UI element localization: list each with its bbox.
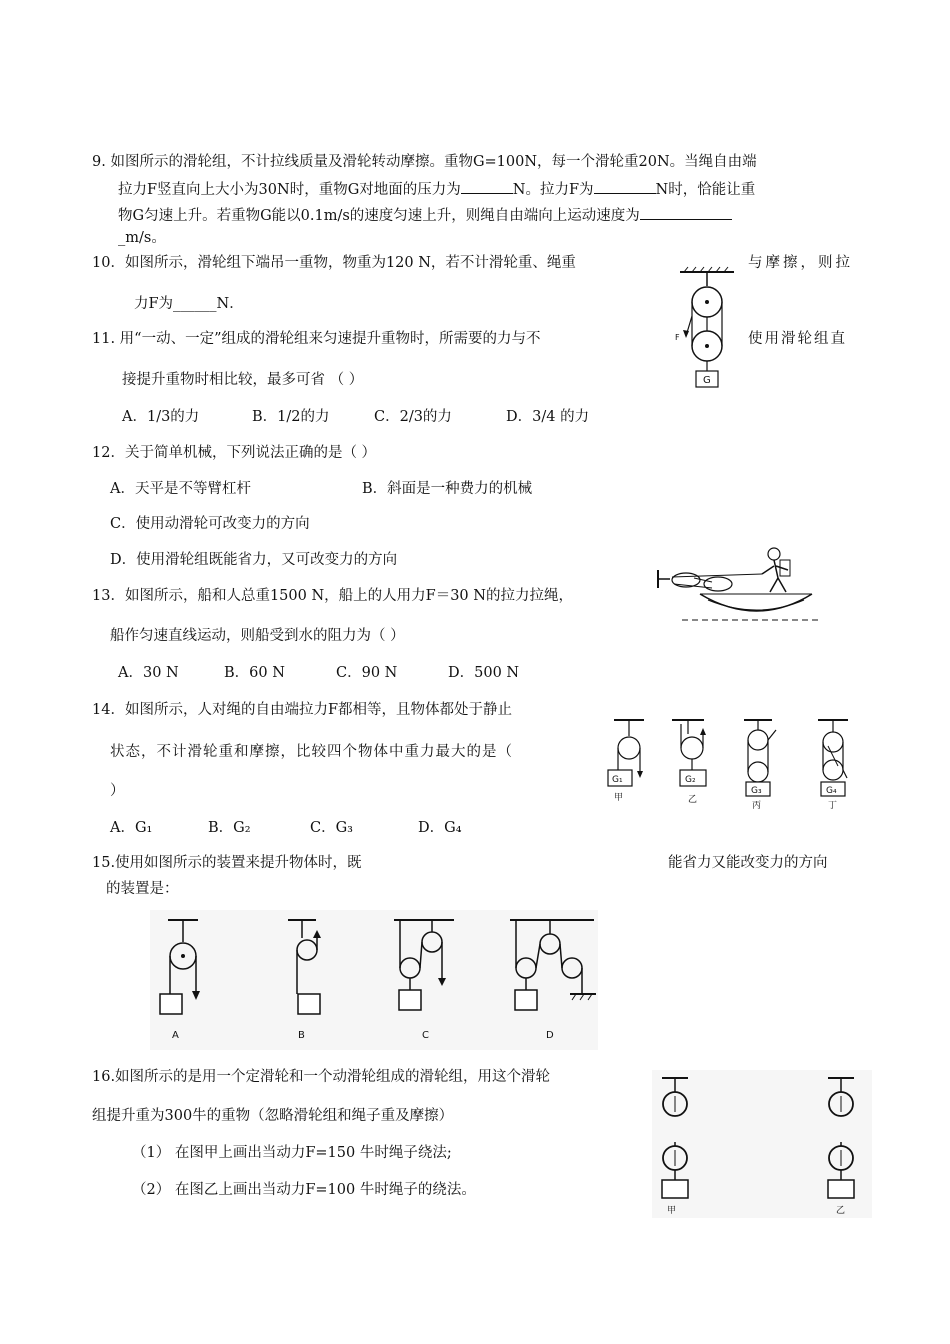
q16-caption-yi: 乙 [836, 1206, 846, 1216]
q16-line1: 16.如图所示的是用一个定滑轮和一个动滑轮组成的滑轮组，用这个滑轮 [92, 1069, 551, 1085]
q9-blank-speed [640, 204, 732, 220]
q16-caption-jia: 甲 [667, 1206, 677, 1216]
q13-boat-figure [652, 544, 842, 628]
q11-line1-b: 使用滑轮组直 [748, 331, 847, 347]
q10-line2: 力F为______N． [134, 296, 244, 312]
q15-line1-b: 能省力又能改变力的方向 [668, 855, 828, 871]
q14-option-b: B．G₂ [208, 820, 251, 836]
q10-line1-b: 与摩擦，则拉 [748, 255, 853, 271]
q11-option-a: A．1/3的力 [122, 409, 200, 425]
q16-item2: （2） 在图乙上画出当动力F=100 牛时绳子的绕法。 [132, 1182, 476, 1198]
q9-blank-pressure [461, 178, 513, 194]
q15-caption-d: D [546, 1030, 554, 1041]
q9-line2 [118, 178, 755, 200]
q15-caption-a: A [172, 1030, 179, 1041]
q12-option-c: C．使用动滑轮可改变力的方向 [110, 516, 310, 532]
q11-line1-a: 11. 用“一动、一定”组成的滑轮组来匀速提升重物时，所需要的力与不 [92, 331, 541, 347]
q11-option-c: C．2/3的力 [374, 409, 452, 425]
q15-line1-a: 15.使用如图所示的装置来提升物体时，既 [92, 855, 362, 871]
q14-weight-2: G₂ [685, 775, 696, 785]
q15-caption-c: C [422, 1030, 429, 1041]
q12-stem: 12．关于简单机械，下列说法正确的是（ ） [92, 445, 377, 461]
q12-option-d: D．使用滑轮组既能省力，又可改变力的方向 [110, 552, 398, 568]
q14-line1: 14．如图所示，人对绳的自由端拉力F都相等，且物体都处于静止 [92, 702, 513, 718]
q16-line2: 组提升重为300牛的重物（忽略滑轮组和绳子重及摩擦） [92, 1108, 454, 1124]
q13-option-b: B．60 N [224, 665, 285, 681]
q14-weight-4: G₄ [826, 786, 837, 796]
q14-line3: ） [110, 783, 125, 799]
q14-option-c: C．G₃ [310, 820, 353, 836]
q14-caption-2: 乙 [688, 795, 698, 805]
q15-devices-figure [150, 910, 598, 1050]
q11-line2: 接提升重物时相比较，最多可省 （ ） [122, 372, 364, 388]
q14-option-a: A．G₁ [110, 820, 153, 836]
q9-blank-force [594, 178, 656, 194]
q13-line1: 13．如图所示，船和人总重1500 N，船上的人用力F＝30 N的拉力拉绳， [92, 588, 573, 604]
q14-caption-4: 丁 [828, 801, 838, 811]
q13-option-a: A．30 N [118, 665, 179, 681]
q11-option-b: B．1/2的力 [252, 409, 330, 425]
q14-caption-1: 甲 [614, 793, 624, 803]
q14-weight-3: G₃ [751, 786, 762, 796]
q13-option-c: C．90 N [336, 665, 398, 681]
q16-pulley-figure [652, 1070, 872, 1218]
q15-line2: 的装置是： [106, 881, 179, 897]
q9-line1: 9. 如图所示的滑轮组，不计拉线质量及滑轮转动摩擦。重物G=100N，每一个滑轮重20N。当绳自由端 [92, 154, 757, 170]
q14-pulley-figure [600, 716, 860, 812]
q9-line2-c: N时，恰能让重 [655, 182, 756, 198]
q10-force-label: F [675, 333, 680, 342]
q9-line3 [118, 204, 732, 226]
q10-weight-label: G [703, 375, 711, 386]
q9-line2-b: N。拉力F为 [512, 182, 594, 198]
q14-caption-3: 丙 [752, 801, 762, 811]
q13-line2: 船作匀速直线运动，则船受到水的阻力为（ ） [110, 628, 405, 644]
q14-line2: 状态，不计滑轮重和摩擦，比较四个物体中重力最大的是（ [110, 744, 513, 760]
q9-line3-text: 物G匀速上升。若重物G能以0.1m/s的速度匀速上升，则绳自由端向上运动速度为 [118, 208, 640, 224]
q13-option-d: D．500 N [448, 665, 520, 681]
q15-caption-b: B [298, 1030, 305, 1041]
q9-line4: _m/s。 [118, 230, 166, 246]
q11-option-d: D．3/4 的力 [506, 409, 590, 425]
q14-option-d: D．G₄ [418, 820, 462, 836]
q16-item1: （1） 在图甲上画出当动力F=150 牛时绳子绕法; [132, 1145, 452, 1161]
q9-line2-a: 拉力F竖直向上大小为30N时，重物G对地面的压力为 [118, 182, 461, 198]
q10-pulley-figure [672, 266, 742, 390]
q14-weight-1: G₁ [612, 775, 623, 785]
q12-option-b: B．斜面是一种费力的机械 [362, 481, 533, 497]
q10-line1-a: 10．如图所示，滑轮组下端吊一重物，物重为120 N，若不计滑轮重、绳重 [92, 255, 576, 271]
q12-option-a: A．天平是不等臂杠杆 [110, 481, 251, 497]
